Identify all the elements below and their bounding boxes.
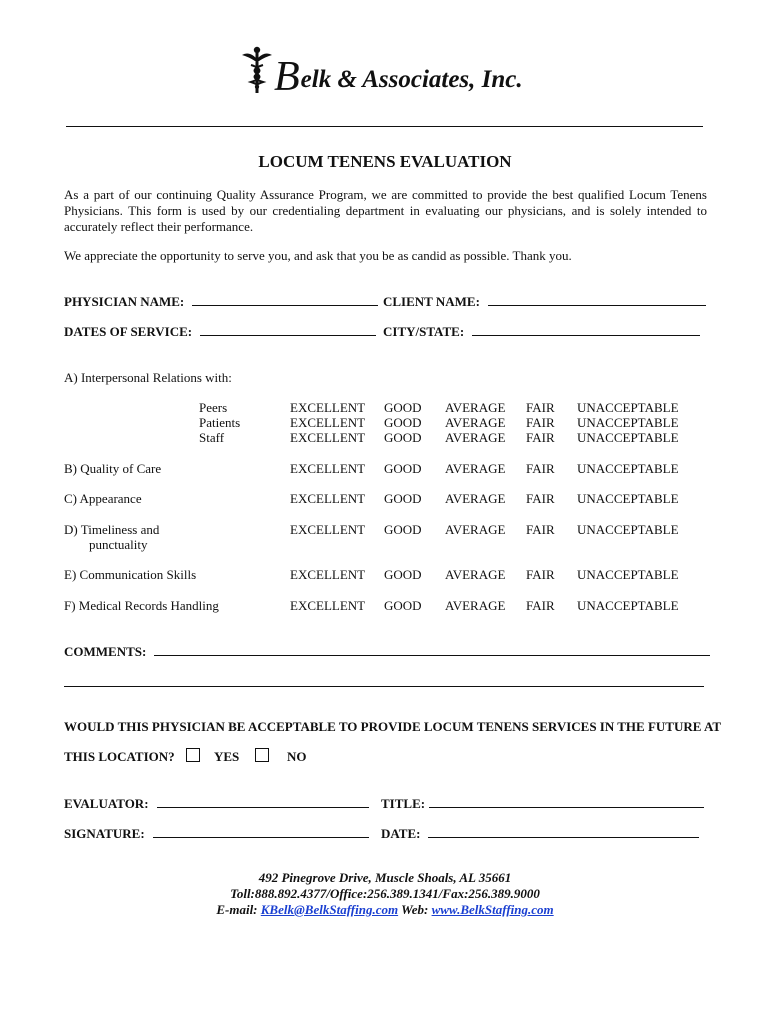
city-state-label: CITY/STATE: xyxy=(383,324,465,339)
physician-name-label: PHYSICIAN NAME: xyxy=(64,294,185,309)
rating-good-col-a[interactable] xyxy=(384,400,422,445)
rating-average[interactable]: AVERAGE xyxy=(445,491,506,506)
rating-excellent-col-a[interactable] xyxy=(290,400,365,445)
form-title: LOCUM TENENS EVALUATION xyxy=(258,152,512,171)
rating-good[interactable]: GOOD xyxy=(384,461,422,476)
email-link[interactable]: KBelk@BelkStaffing.com xyxy=(260,902,399,917)
rating-average[interactable]: AVERAGE xyxy=(445,598,506,613)
rating-unacceptable[interactable]: UNACCEPTABLE xyxy=(577,522,679,537)
signature-label: SIGNATURE: xyxy=(64,826,145,841)
no-checkbox[interactable] xyxy=(255,748,269,762)
rating-unacceptable[interactable]: UNACCEPTABLE xyxy=(577,598,679,613)
rating-fair[interactable]: FAIR xyxy=(526,430,555,445)
no-label: NO xyxy=(287,749,307,764)
category-timeliness-cont: punctuality xyxy=(89,537,148,552)
client-name-line[interactable] xyxy=(488,293,706,306)
date-field[interactable] xyxy=(381,825,699,843)
signature-field[interactable] xyxy=(64,825,369,843)
category-quality-of-care: B) Quality of Care xyxy=(64,461,162,476)
rating-good[interactable]: GOOD xyxy=(384,567,422,582)
dates-of-service-label: DATES OF SERVICE: xyxy=(64,324,193,339)
rating-average[interactable]: AVERAGE xyxy=(445,461,506,476)
sub-patients: Patients xyxy=(199,415,241,430)
rating-good[interactable]: GOOD xyxy=(384,598,422,613)
rating-unacceptable[interactable]: UNACCEPTABLE xyxy=(577,400,679,415)
intro-paragraph: As a part of our continuing Quality Assurance Program, we are committed to provide the best qualified Locum Tenens Physicians. This form is used by our credentialing department in evaluating our physicians, and is solely intended to accurately reflect their performance. xyxy=(64,187,707,234)
rating-fair[interactable]: FAIR xyxy=(526,415,555,430)
rating-average[interactable]: AVERAGE xyxy=(445,522,506,537)
client-name-field[interactable] xyxy=(383,293,706,311)
rating-average-col-a[interactable] xyxy=(445,400,505,445)
rating-unacceptable[interactable]: UNACCEPTABLE xyxy=(577,461,679,476)
rating-unacceptable[interactable]: UNACCEPTABLE xyxy=(577,567,679,582)
header-divider xyxy=(66,126,703,127)
date-label: DATE: xyxy=(381,826,421,841)
rating-excellent[interactable]: EXCELLENT xyxy=(290,598,366,613)
rating-unacceptable-col-a[interactable] xyxy=(577,400,679,445)
footer-address: 492 Pinegrove Drive, Muscle Shoals, AL 35661 xyxy=(258,870,512,885)
rating-average[interactable]: AVERAGE xyxy=(445,567,506,582)
evaluator-line[interactable] xyxy=(157,795,369,808)
rating-fair[interactable]: FAIR xyxy=(526,461,555,476)
comments-line-2[interactable] xyxy=(64,686,704,687)
city-state-field[interactable] xyxy=(383,323,700,341)
rating-good[interactable]: GOOD xyxy=(384,400,422,415)
sub-peers: Peers xyxy=(199,400,228,415)
footer-phones: Toll:888.892.4377/Office:256.389.1341/Fax:256.389.9000 xyxy=(230,886,540,901)
logo-name: elk & Associates, Inc. xyxy=(300,66,523,93)
company-logo xyxy=(274,42,523,98)
web-prefix: Web: xyxy=(401,902,429,917)
evaluator-label: EVALUATOR: xyxy=(64,796,149,811)
physician-name-line[interactable] xyxy=(192,293,378,306)
future-question: WOULD THIS PHYSICIAN BE ACCEPTABLE TO PROVIDE LOCUM TENENS SERVICES IN THE FUTURE AT xyxy=(64,719,722,734)
thanks-paragraph: We appreciate the opportunity to serve you, and ask that you be as candid as possible. Thank you. xyxy=(64,248,572,263)
rating-good[interactable]: GOOD xyxy=(384,522,422,537)
rating-fair-col-a[interactable] xyxy=(526,400,555,445)
rating-good[interactable]: GOOD xyxy=(384,491,422,506)
category-communication: E) Communication Skills xyxy=(64,567,197,582)
yes-label: YES xyxy=(214,749,240,764)
category-appearance: C) Appearance xyxy=(64,491,142,506)
rating-unacceptable[interactable]: UNACCEPTABLE xyxy=(577,430,679,445)
rating-fair[interactable]: FAIR xyxy=(526,400,555,415)
rating-excellent[interactable]: EXCELLENT xyxy=(290,400,366,415)
rating-fair[interactable]: FAIR xyxy=(526,491,555,506)
footer-contact xyxy=(0,902,770,918)
rating-unacceptable[interactable]: UNACCEPTABLE xyxy=(577,415,679,430)
rating-good[interactable]: GOOD xyxy=(384,430,422,445)
rating-average[interactable]: AVERAGE xyxy=(445,430,506,445)
rating-excellent[interactable]: EXCELLENT xyxy=(290,461,366,476)
rating-excellent[interactable]: EXCELLENT xyxy=(290,430,366,445)
sub-staff: Staff xyxy=(199,430,225,445)
email-prefix: E-mail: xyxy=(216,902,258,917)
rating-excellent[interactable]: EXCELLENT xyxy=(290,522,366,537)
evaluator-field[interactable] xyxy=(64,795,369,813)
logo-initial: B xyxy=(274,54,300,100)
comments-label: COMMENTS: xyxy=(64,644,147,659)
category-timeliness: D) Timeliness and xyxy=(64,522,160,537)
dates-of-service-line[interactable] xyxy=(200,323,376,336)
comments-field[interactable] xyxy=(64,643,710,661)
rating-fair[interactable]: FAIR xyxy=(526,522,555,537)
city-state-line[interactable] xyxy=(472,323,700,336)
this-location-label: THIS LOCATION? xyxy=(64,749,175,764)
rating-average[interactable]: AVERAGE xyxy=(445,400,506,415)
rating-average[interactable]: AVERAGE xyxy=(445,415,506,430)
rating-excellent[interactable]: EXCELLENT xyxy=(290,415,366,430)
rating-excellent[interactable]: EXCELLENT xyxy=(290,567,366,582)
client-name-label: CLIENT NAME: xyxy=(383,294,480,309)
section-a-label: A) Interpersonal Relations with: xyxy=(64,370,232,385)
yes-checkbox[interactable] xyxy=(186,748,200,762)
rating-fair[interactable]: FAIR xyxy=(526,567,555,582)
caduceus-icon xyxy=(240,45,274,95)
title-field[interactable] xyxy=(381,795,704,813)
physician-name-field[interactable] xyxy=(64,293,378,311)
title-line[interactable] xyxy=(429,795,704,808)
rating-excellent[interactable]: EXCELLENT xyxy=(290,491,366,506)
web-link[interactable]: www.BelkStaffing.com xyxy=(431,902,554,917)
dates-of-service-field[interactable] xyxy=(64,323,376,341)
date-line[interactable] xyxy=(428,825,699,838)
category-medical-records: F) Medical Records Handling xyxy=(64,598,219,613)
comments-line[interactable] xyxy=(154,643,710,656)
title-label: TITLE: xyxy=(381,796,426,811)
signature-line[interactable] xyxy=(153,825,369,838)
rating-good[interactable]: GOOD xyxy=(384,415,422,430)
rating-unacceptable[interactable]: UNACCEPTABLE xyxy=(577,491,679,506)
rating-fair[interactable]: FAIR xyxy=(526,598,555,613)
